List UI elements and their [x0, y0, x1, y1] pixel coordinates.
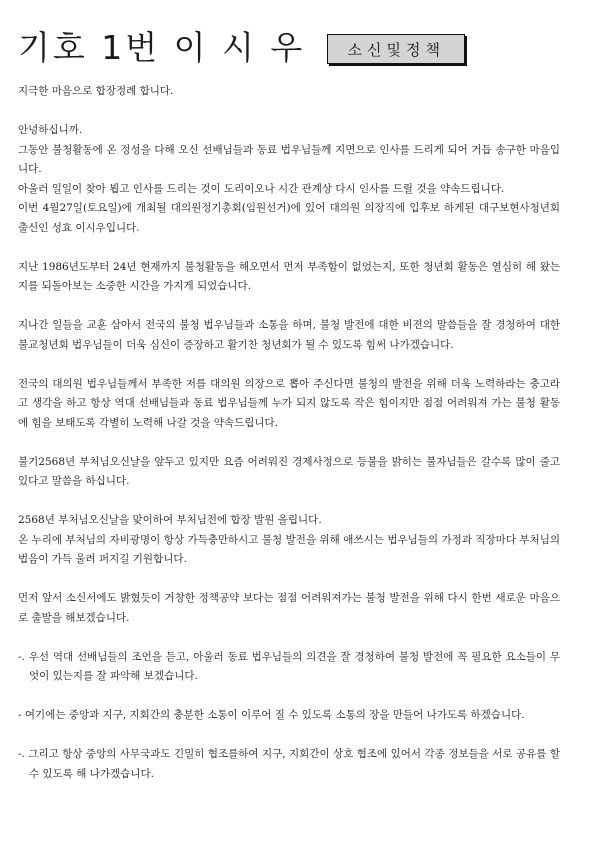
- paragraph: 지난 1986년도부터 24년 현재까지 불청활동을 해오면서 먼저 부족함이 없었는지, 또한 청년회 활동은 열심히 해 왔는지를 되돌아보는 소중한 시간을 가지게 되었습니다.: [18, 260, 560, 292]
- intro-line: 그동안 불청활동에 온 정성을 다해 오신 선배님들과 동료 법우님들께 지면으로 인사를 드리게 되어 거듭 송구한 마음입니다.: [18, 143, 560, 175]
- page-header: [18, 28, 465, 68]
- paragraph-line: 2568년 부처님오신날을 맞이하여 부처님전에 합장 발원 올립니다.: [18, 514, 322, 526]
- paragraph: 불기2568년 부처님오신날을 앞두고 있지만 요즘 어려워진 경제사정으로 등불을 밝히는 불자님들은 갈수록 많이 줄고 있다고 말씀을 하십니다.: [18, 455, 560, 487]
- intro-line: 이번 4월27일(토요일)에 개최될 대의원정기총회(임원선거)에 있어 대의원 의장직에 입후보 하게된 대구보현사청년회 출신인 성효 이시우입니다.: [18, 202, 560, 234]
- paragraph: 전국의 대의원 법우님들께서 부족한 저를 대의원 의장으로 뽑아 주신다면 불청의 발전을 위해 더욱 노력하라는 충고라고 생각을 하고 항상 역대 선배님들과 동료 법우님들께 누가 되지 않도록 작은 힘이지만 점점 어려워져 가는 불청 활동에 힘을 보태도록 각별히 노력해 나갈 것을 약속드립니다.: [18, 377, 560, 429]
- section-badge: 소신및정책: [327, 34, 465, 64]
- list-item: -. 우선 역대 선배님들의 조언을 듣고, 아울러 동료 법우님들의 의견을 잘 경청하여 불청 발전에 꼭 필요한 요소들이 무엇이 있는지를 잘 파악해 보겠습니다.: [18, 650, 560, 682]
- paragraph: 먼저 앞서 소신서에도 밝혔듯이 거창한 정책공약 보다는 점점 어려워져가는 불청 발전을 위해 다시 한번 새로운 마음으로 출발을 해보겠습니다.: [18, 592, 560, 624]
- list-item: - 여기에는 중앙과 지구, 지회간의 충분한 소통이 이루어 질 수 있도록 소통의 장을 만들어 나가도록 하겠습니다.: [18, 709, 525, 721]
- intro-line: 안녕하십니까.: [18, 124, 83, 136]
- list-item: -. 그리고 항상 중앙의 사무국과도 긴밀히 협조를하여 지구, 지회간이 상호 협조에 있어서 각종 정보들을 서로 공유를 할 수 있도록 해 나가겠습니다.: [18, 748, 560, 780]
- paragraph: 지나간 일들을 교훈 삼아서 전국의 불청 법우님들과 소통을 하며, 불청 발전에 대한 비젼의 말씀들을 잘 경청하여 대한불교청년회 법우님들이 더욱 심신이 증장하고 활기찬 청년회가 될 수 있도록 힘써 나가겠습니다.: [18, 319, 560, 351]
- greeting: 지극한 마음으로 합장정례 합니다.: [18, 85, 174, 97]
- paragraph-line: 온 누리에 부처님의 자비광명이 항상 가득충만하시고 불청 발전을 위해 애쓰시는 법우님들의 가정과 직장마다 부처님의 법음이 가득 울려 퍼지길 기원합니다.: [18, 533, 560, 565]
- intro-line: 아울러 일일이 찾아 뵙고 인사를 드리는 것이 도리이오나 시간 관계상 다시 인사를 드릴 것을 약속드립니다.: [18, 182, 505, 195]
- page-title: 기호 1번 이 시 우: [18, 28, 306, 67]
- letter-body: [18, 82, 560, 784]
